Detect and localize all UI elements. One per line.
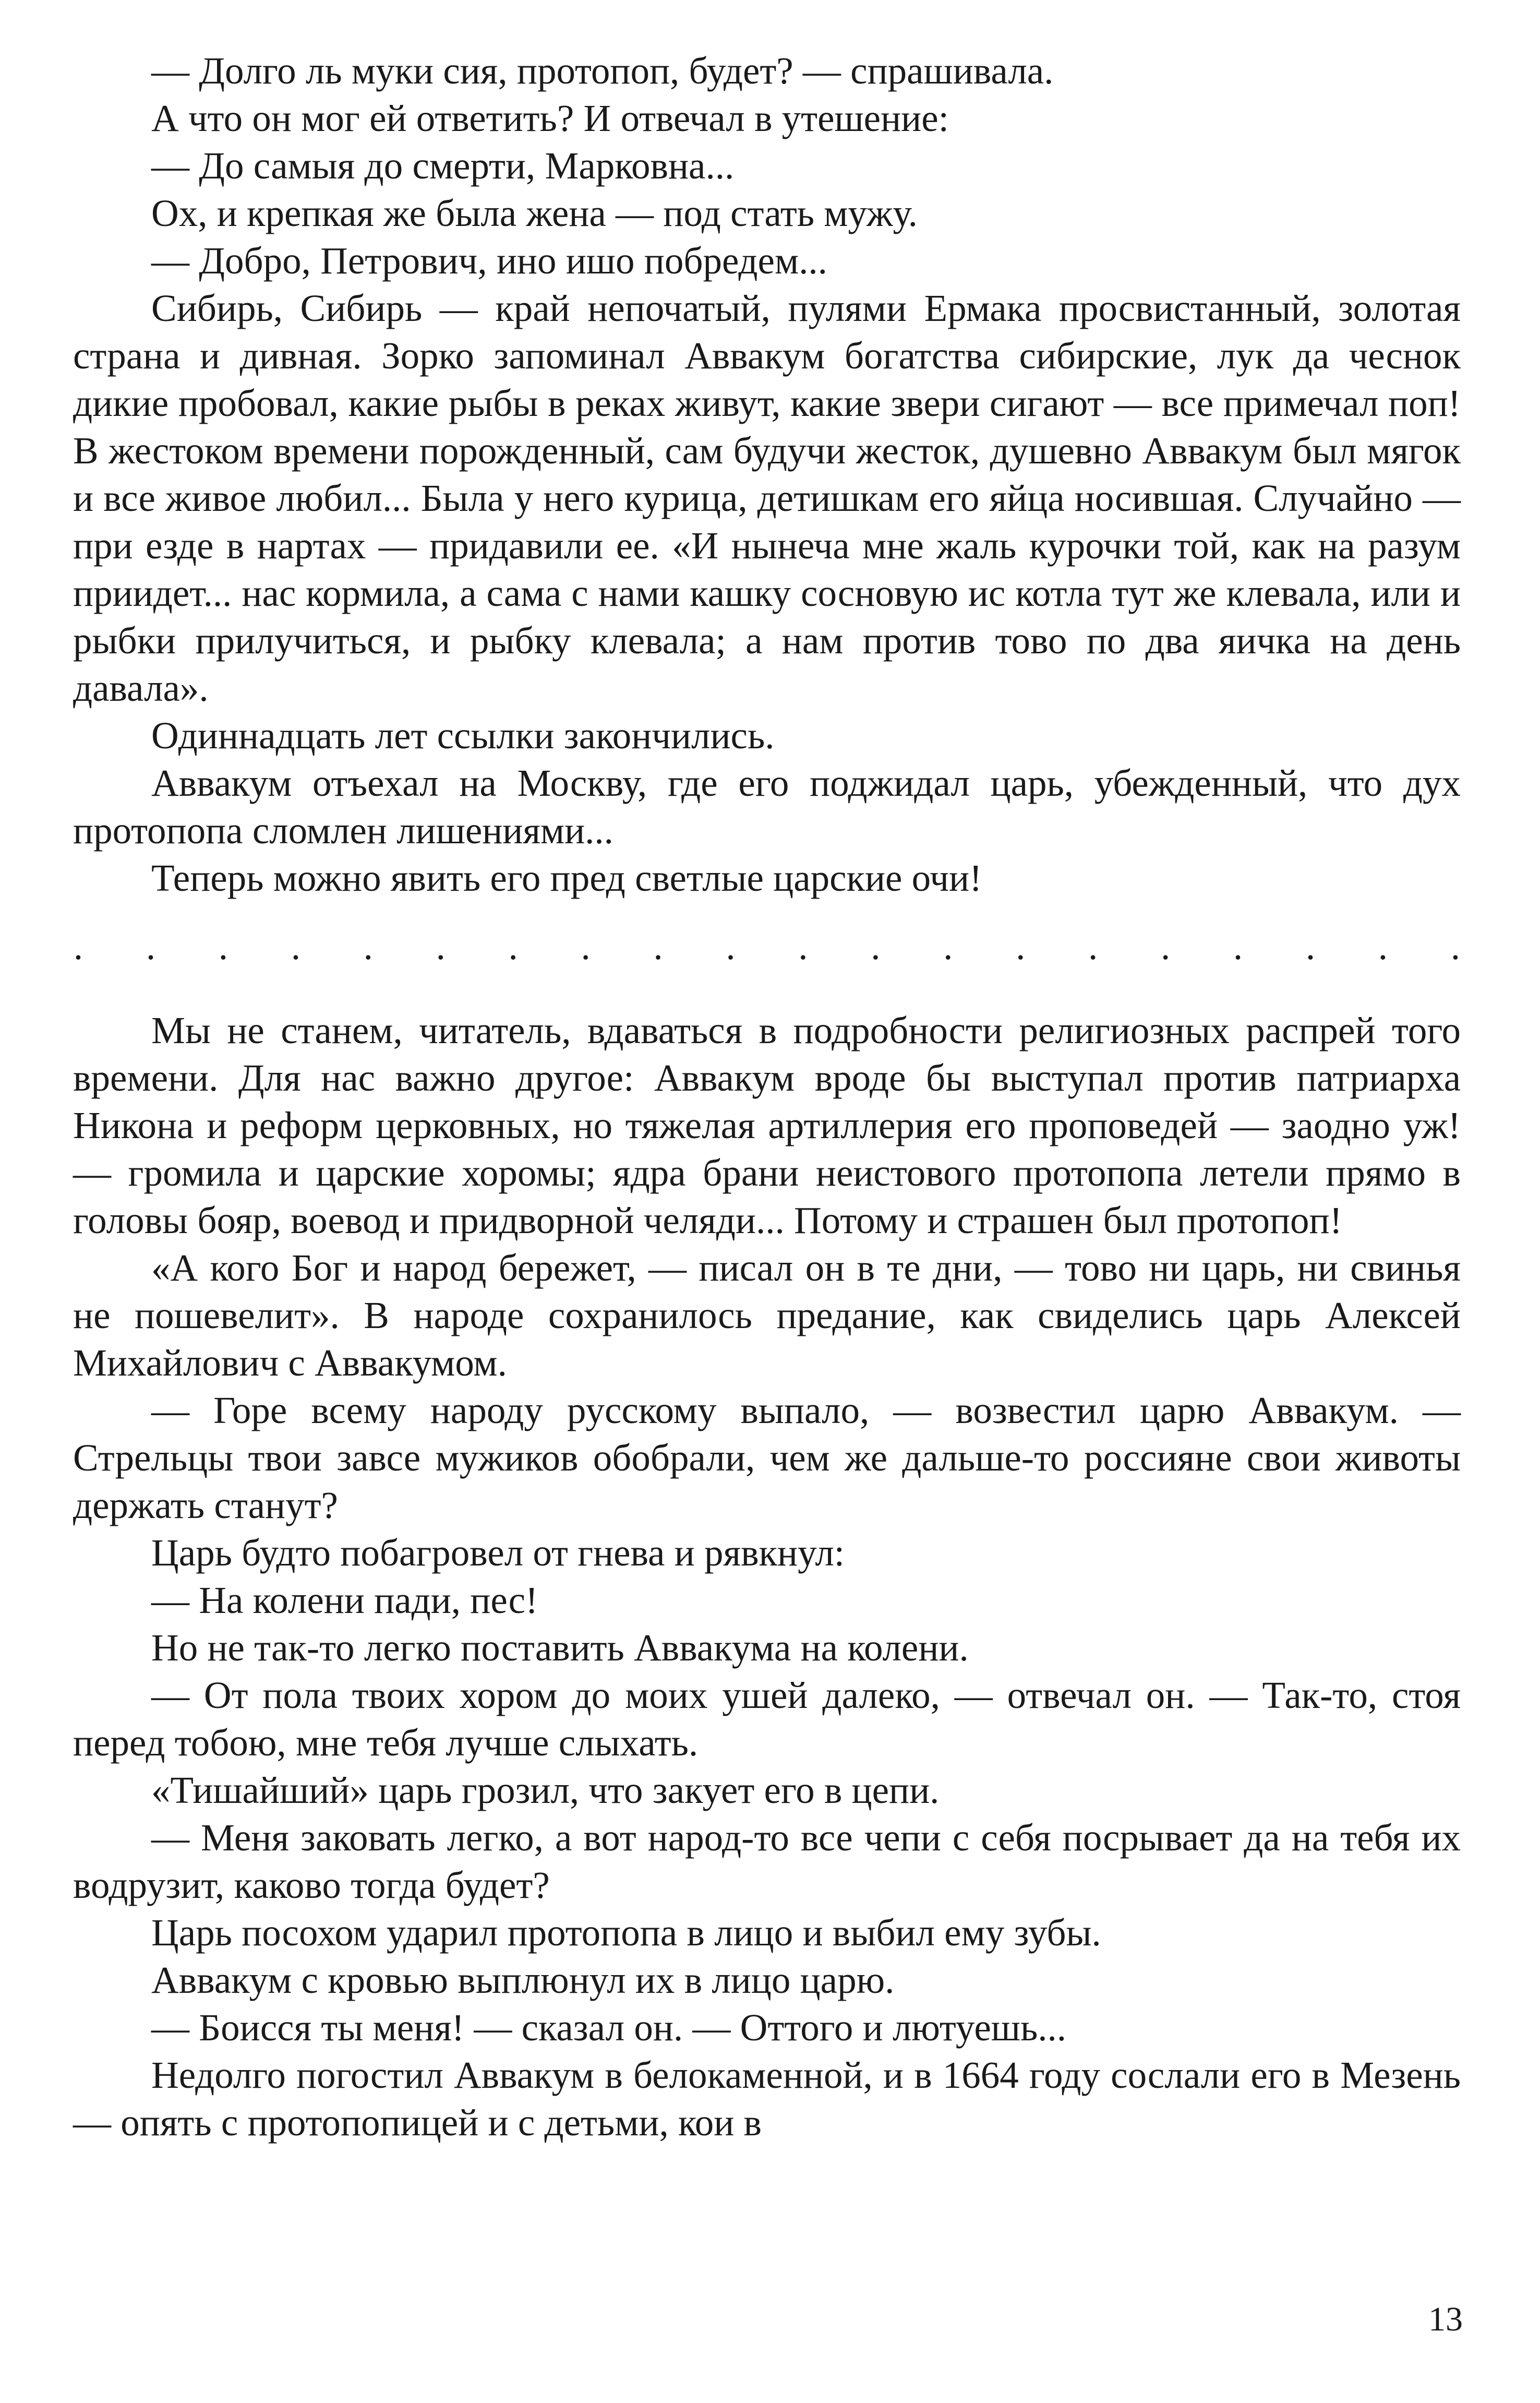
text-block-bottom	[73, 1007, 1461, 2146]
separator-dot: .	[1088, 925, 1098, 967]
separator-dot: .	[1233, 925, 1243, 967]
separator-dot: .	[73, 925, 83, 967]
separator-dot: .	[436, 925, 446, 967]
separator-dot: .	[798, 925, 808, 967]
separator-dot: .	[726, 925, 736, 967]
separator-dot: .	[581, 925, 591, 967]
separator-dot: .	[871, 925, 881, 967]
paragraph: Царь посохом ударил протопопа в лицо и выбил ему зубы.	[151, 1911, 1101, 1954]
paragraph: «Тишайший» царь грозил, что закует его в цепи.	[151, 1769, 940, 1811]
page-number: 13	[1428, 2300, 1463, 2338]
separator-dot: .	[1378, 925, 1388, 967]
separator-dot: .	[508, 925, 518, 967]
paragraph: Теперь можно явить его пред светлые царские очи!	[151, 857, 982, 899]
paragraph: — На колени пади, пес!	[151, 1579, 538, 1621]
book-page	[73, 47, 1461, 2146]
separator-dot: .	[943, 925, 953, 967]
separator-dot: .	[363, 925, 373, 967]
separator-dot: .	[653, 925, 663, 967]
paragraph: — До самыя до смерти, Марковна...	[151, 145, 735, 187]
separator-dot: .	[1305, 925, 1316, 967]
paragraph: — Горе всему народу русскому выпало, — возвестил царю Аввакум. — Стрельцы твои завсе мужиков обобрали, чем же дальше-то россияне свои животы держать станут?	[73, 1389, 1461, 1526]
separator-dot: .	[146, 925, 156, 967]
separator-dot: .	[291, 925, 300, 967]
paragraph: — Боисся ты меня! — сказал он. — Оттого и лютуешь...	[151, 2006, 1067, 2049]
separator-dot: .	[1160, 925, 1171, 967]
paragraph: Сибирь, Сибирь — край непочатый, пулями Ермака просвистанный, золотая страна и дивная. Зорко запоминал Аввакум богатства сибирские, лук да чеснок дикие пробовал, какие рыбы в реках живут, какие звери сигают — все примечал поп! В жестоком времени порожденный, сам будучи жесток, душевно Аввакум был мягок и все живое любил... Была у него курица, детишкам его яйца носившая. Случайно — при езде в нартах — придавили ее. «И нынеча мне жаль курочки той, как на разум приидет... нас кормила, а сама с нами кашку сосновую ис котла тут же клевала, или и рыбки прилучиться, и рыбку клевала; а нам против тово по два яичка на день давала».	[73, 287, 1461, 709]
paragraph: Царь будто побагровел от гнева и рявкнул:	[151, 1532, 845, 1574]
separator-dot: .	[1016, 925, 1026, 967]
text-block-top	[73, 47, 1461, 902]
paragraph: А что он мог ей ответить? И отвечал в утешение:	[151, 97, 949, 139]
paragraph: Недолго погостил Аввакум в белокаменной, и в 1664 году сослали его в Мезень — опять с протопопицей и с детьми, кои в	[73, 2054, 1461, 2144]
paragraph: Мы не станем, читатель, вдаваться в подробности религиозных распрей того времени. Для нас важно другое: Аввакум вроде бы выступал против патриарха Никона и реформ церковных, но тяжелая артиллерия его проповедей — заодно уж! — громила и царские хоромы; ядра брани неистового протопопа летели прямо в головы бояр, воевод и придворной челяди... Потому и страшен был протопоп!	[73, 1009, 1461, 1241]
paragraph: Но не так-то легко поставить Аввакума на колени.	[151, 1627, 969, 1669]
separator-dot: .	[1450, 925, 1460, 967]
paragraph: — Добро, Петрович, ино ишо побредем...	[151, 240, 827, 282]
paragraph: Аввакум с кровью выплюнул их в лицо царю.	[151, 1959, 895, 2001]
paragraph: — Долго ль муки сия, протопоп, будет? — спрашивала.	[151, 50, 1054, 92]
paragraph: Ох, и крепкая же была жена — под стать мужу.	[151, 192, 918, 234]
paragraph: Одиннадцать лет ссылки закончились.	[151, 714, 775, 757]
paragraph: Аввакум отъехал на Москву, где его поджидал царь, убежденный, что дух протопопа сломлен лишениями...	[73, 762, 1461, 852]
paragraph: «А кого Бог и народ бережет, — писал он в те дни, — тово ни царь, ни свинья не пошевелит». В народе сохранилось предание, как свиделись царь Алексей Михайлович с Аввакумом.	[73, 1247, 1461, 1384]
paragraph: — От пола твоих хором до моих ушей далеко, — отвечал он. — Так-то, стоя перед тобою, мне тебя лучше слыхать.	[73, 1674, 1461, 1764]
paragraph: — Меня заковать легко, а вот народ-то все чепи с себя посрывает да на тебя их водрузит, каково тогда будет?	[73, 1816, 1461, 1906]
separator-dot: .	[218, 925, 228, 967]
section-separator	[73, 923, 1461, 970]
